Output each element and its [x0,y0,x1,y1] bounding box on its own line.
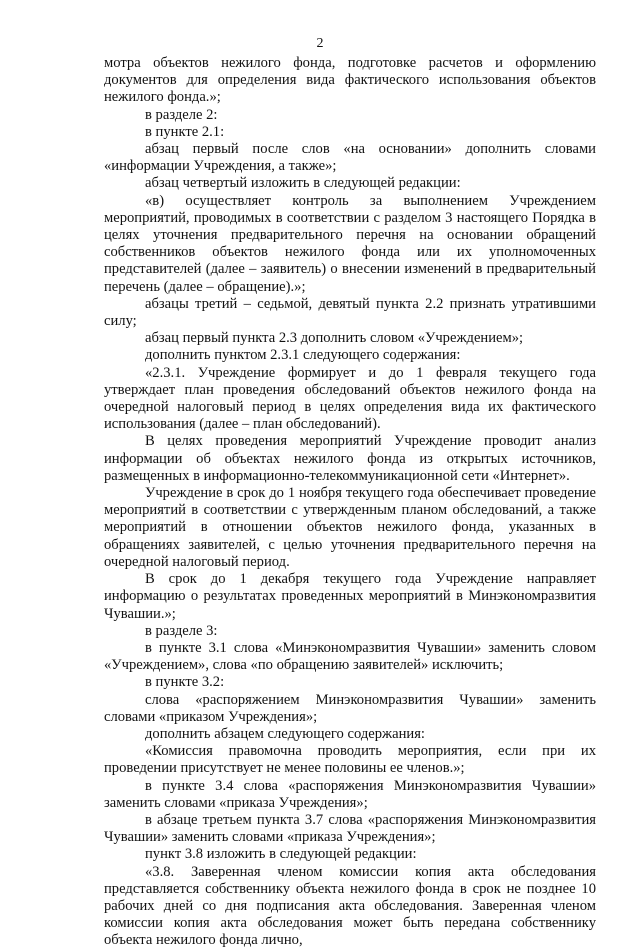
paragraph: В целях проведения мероприятий Учреждение проводит анализ информации об объектах нежилого фонда из открытых источников, размещенных в информационно-телекоммуникационной сети «Интернет». [104,433,596,484]
paragraph: абзац четвертый изложить в следующей редакции: [145,175,461,192]
paragraph: в пункте 2.1: [145,123,225,140]
paragraph: в пункте 3.4 слова «распоряжения Минэкономразвития Чувашии» заменить словами «приказа Учреждения»; [104,777,596,811]
paragraph: абзацы третий – седьмой, девятый пункта 2.2 признать утратившими силу; [104,295,596,330]
paragraph: В срок до 1 декабря текущего года Учреждение направляет информацию о результатах проведенных мероприятий в Минэкономразвития Чувашии.»; [104,571,596,622]
paragraph: пункт 3.8 изложить в следующей редакции: [145,846,417,863]
paragraph: «Комиссия правомочна проводить мероприятия, если при их проведении присутствует не менее половины ее членов.»; [104,743,596,777]
paragraph: дополнить пунктом 2.3.1 следующего содержания: [145,347,461,364]
paragraph: в разделе 2: [145,106,218,123]
paragraph: в пункте 3.1 слова «Минэкономразвития Чувашии» заменить словом «Учреждением», слова «по обращению заявителей» исключить; [104,639,596,674]
paragraph-continuation: мотра объектов нежилого фонда, подготовке расчетов и оформлению документов для определения вида фактического использования объектов нежилого фонда.»; [104,55,596,106]
paragraph: «2.3.1. Учреждение формирует и до 1 февраля текущего года утверждает план проведения обследований объектов нежилого фонда на очередной налоговый период в целях определения вида их фактического использования (далее – план обследований). [104,364,596,433]
paragraph: Учреждение в срок до 1 ноября текущего года обеспечивает проведение мероприятий в соответствии с утвержденным планом обследований, а также мероприятий в отношении объектов нежилого фонда, указанных в обращениях заявителей, с целью уточнения предварительного перечня на очередной налоговый период. [104,485,596,570]
paragraph: слова «распоряжением Минэкономразвития Чувашии» заменить словами «приказом Учреждения»; [104,691,596,725]
paragraph: «в) осуществляет контроль за выполнением Учреждением мероприятий, проводимых в соответствии с разделом 3 настоящего Порядка в целях уточнения предварительного перечня на основании обращений собственников объектов нежилого фонда или их уполномоченных представителей (далее – заявитель) о внесении изменений в предварительный перечень (далее – обращение).»; [104,192,596,295]
paragraph: дополнить абзацем следующего содержания: [145,725,425,742]
paragraph: в пункте 3.2: [145,674,225,691]
paragraph: абзац первый пункта 2.3 дополнить словом «Учреждением»; [145,330,524,347]
paragraph: абзац первый после слов «на основании» дополнить словами «информации Учреждения, а также»; [104,141,596,175]
paragraph: в абзаце третьем пункта 3.7 слова «распоряжения Минэкономразвития Чувашии» заменить словами «приказа Учреждения»; [104,811,596,846]
document-body [104,55,596,950]
paragraph: «3.8. Заверенная членом комиссии копия акта обследования представляется собственнику объекта нежилого фонда в срок не позднее 10 рабочих дней со дня подписания акта обследования. Заверенная членом комиссии копия акта обследования может быть передана собственнику объекта нежилого фонда лично, [104,863,596,949]
page-number: 2 [316,36,324,51]
paragraph: в разделе 3: [145,622,218,639]
